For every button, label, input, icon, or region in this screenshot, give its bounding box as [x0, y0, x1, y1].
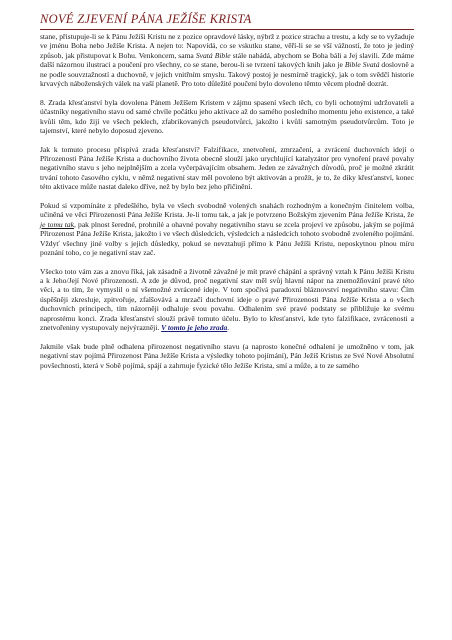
text-run: doslovně a ne podle souvztažností a duchovně, v jejich vnitřním smyslu. Takový postoj je nesmírně tragický, jak o tom svědčí historie krvavých náboženských válek na vaší planetě. Pro toto důležité poučení bylo dovoleno těmto věcem plodně dozrát.: [40, 60, 414, 89]
text-run: , pak plnost šeredné, prohnilé a ohavné povahy negativního stavu se zcela projeví ve způsobu, jakým se pojímá Přirozenost Pána Ježíše Krista, jakožto i ve všech důsledcích, výsledcích a následcích tohoto svobodně zvoleného pojímání. Vždyť všechny jiné volby s jejich důsledky, pokud se nevztahují přímo k Pánu Ježíši Kristu, neposkytnou plnou míru poznání toho, co je negativní stav zač.: [40, 219, 414, 258]
italic-run: Bible Svatá: [344, 60, 380, 70]
text-run: stále nabádá, abychom se Boha báli a Jej slavili. Zde máme další názornou ilustraci a poučení pro všechny, co se stane, berou-li se tvrzení takových knih jako je: [40, 50, 414, 70]
paragraph-3: Jak k tomuto procesu přispívá zrada křesťanství? Falzifikace, znetvoření, zmrzačení, a zvrácení duchovních idejí o Přirozenosti Pána Ježíše Krista a duchovního života obecně slouží jako urychlující katalyzátor pro vynoření pravé povahy negativního stavu s jeho nejplnějším a zcela vyčerpávajícím obsahem. Jeden ze závažných důvodů, proč je možné zkrátit trvání tohoto časového cyklu, v němž negativní stav měl povoleno být aktivován a prožít, je to, že díky křesťanství, konec této aktivace může nastat daleko dříve, než by bylo bez jeho přičinění.: [40, 144, 414, 192]
paragraph-4: [40, 201, 414, 258]
page-header: [40, 12, 414, 30]
text-run: stane, přistupuje-li se k Pánu Ježíši Kristu ne z pozice opravdové lásky, nýbrž z pozice strachu a trestu, a kdy se to vyžaduje ve jménu Boha nebo Ježíše Krista. A nejen to: Napovídá, co se vskutku stane, věří-li se se vší vážností, že toto je jediný způsob, jak přistupovat k Bohu. Venkoncem, sama: [40, 32, 415, 60]
running-title: NOVÉ ZJEVENÍ PÁNA JEŽÍŠE KRISTA: [40, 12, 252, 26]
paragraph-5: [40, 267, 414, 333]
italic-run: Svatá Bible: [195, 50, 231, 60]
underlined-italic-run: je tomu tak: [40, 219, 75, 229]
emphasis-run: V tomto je jeho zrada: [161, 323, 228, 333]
paragraph-1: [40, 32, 414, 89]
text-run: Pokud si vzpomínáte z předešlého, byla ve všech svobodně volených snahách rozhodným a konečným činitelem volba, učiněná ve věci Přirozenosti Pána Ježíše Krista. Je-li tomu tak, a jak je potvrzeno Božským zjevením Pána Ježíše Krista, že: [40, 200, 414, 220]
text-run: .: [227, 323, 230, 333]
paragraph-2: 8. Zrada křesťanství byla dovolena Pánem Ježíšem Kristem v zájmu spasení všech těch, co byli ochotnými udržovateli a účastníky negativního stavu od samé chvíle počátku jeho aktivace až do samého posledního momentu jeho existence, a také kvůli těm, kdo žijí ve všech peklech, zfabrikovaných pseudotvůrci, jakožto i kvůli samotným pseudotvůrcům. Toto je tajemství, které nebylo doposud zjeveno.: [40, 97, 414, 136]
document-body: [40, 32, 414, 370]
paragraph-6: Jakmile však bude plně odhalena přirozenost negativního stavu (a naprosto konečné odhalení je umožněno v tom, jak negativní stav pojímá Přirozenost Pána Ježíše Krista a výsledky tohoto pojímání), Pán Ježíš Kristus ze Své Nové Absolutní povšechnosti, která v Sobě pojímá, spájí a zahrnuje fyzické tělo Ježíše Krista, smí a může, a to ze samého: [40, 341, 414, 370]
text-run: Všecko toto vám zas a znovu říká, jak zásadně a životně závažné je mít pravé chápání a správný vztah k Pánu Ježíši Kristu a k Jeho/Její Nové přirozenosti. A zde je důvod, proč negativní stav měl svůj hlavní nápor na znemožňování pravé této věci, a to tím, že vymyslil o ní všemožné zvrácené ideje. V tom spočívá paradoxní bláznovství negativního stavu: Čím úspěšněji zkresluje, zpitvořuje, zfalšovává a mrzačí duchovní ideje o pravé Přirozenosti Pána Ježíše Krista a o všech duchovních principech, tím názorněji odhaluje svou povahu. Odhalením své pravé podstaty se přibližuje ke svému naprostému konci. Zrada křesťanství slouží právě tomuto účelu. Bylo to křesťanství, kde tyto falzifikace, zvrácenosti a znetvořeniny vystupovaly nejvýrazněji.: [40, 266, 414, 333]
